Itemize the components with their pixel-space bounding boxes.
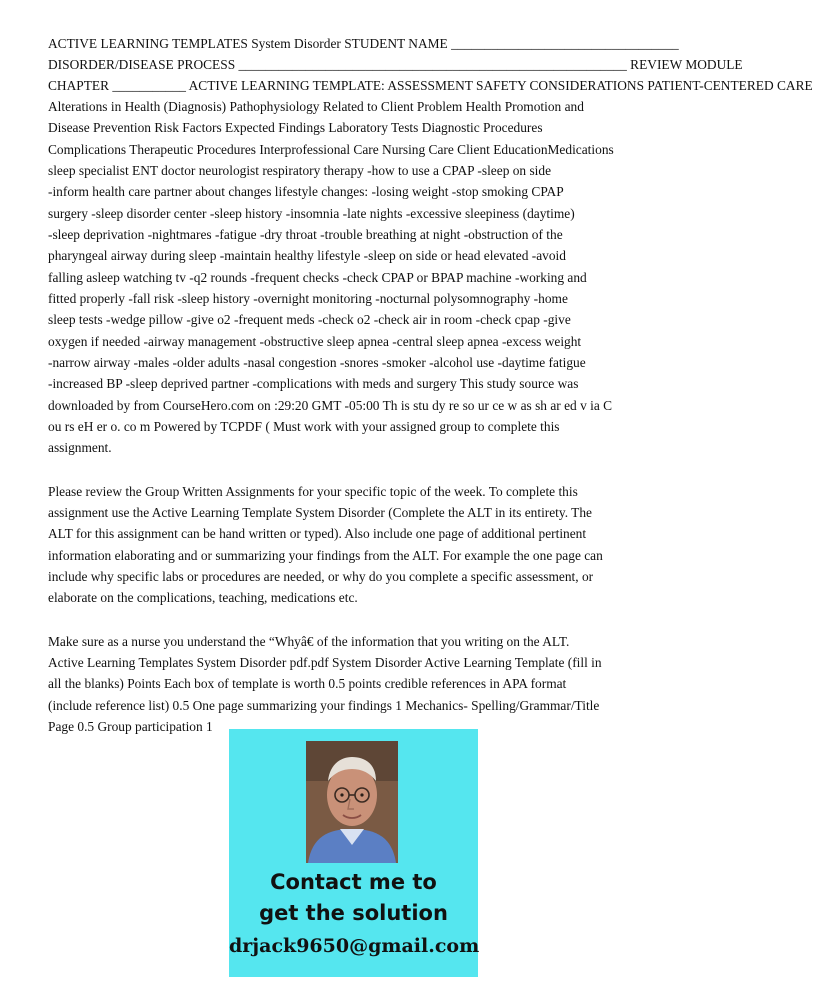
contact-subheadline: get the solution (259, 901, 448, 925)
text-line: elaborate on the complications, teaching, medications etc. (48, 590, 358, 605)
text-line: -narrow airway -males -older adults -nasal congestion -snores -smoker -alcohol use -daytime fatigue (48, 355, 586, 370)
text-line: -inform health care partner about changes lifestyle changes: -losing weight -stop smoking CPAP (48, 184, 564, 199)
text-line: surgery -sleep disorder center -sleep history -insomnia -late nights -excessive sleepiness (daytime) (48, 206, 575, 221)
contact-headline: Contact me to (270, 870, 437, 894)
contact-advertisement (229, 729, 478, 977)
text-line: ALT for this assignment can be hand written or typed). Also include one page of additional pertinent (48, 526, 587, 541)
text-line: -sleep deprivation -nightmares -fatigue -dry throat -trouble breathing at night -obstruction of the (48, 227, 563, 242)
text-line: include why specific labs or procedures are needed, or why do you complete a specific assessment, or (48, 569, 594, 584)
text-line: downloaded by from CourseHero.com on :29:20 GMT -05:00 Th is stu dy re so ur ce w as sh ar ed v ia C (48, 398, 613, 413)
portrait-photo (306, 741, 398, 863)
text-line: Make sure as a nurse you understand the “Whyâ€ of the information that you writing on the ALT. (48, 634, 570, 649)
text-line: ou rs eH er o. co m Powered by TCPDF ( Must work with your assigned group to complete this (48, 419, 560, 434)
text-line: Page 0.5 Group participation 1 (48, 719, 213, 734)
text-line-chapter: CHAPTER ___________ ACTIVE LEARNING TEMPLATE: ASSESSMENT SAFETY CONSIDERATIONS PATIENT-CENTERED CARE (48, 78, 813, 93)
text-line: Active Learning Templates System Disorder pdf.pdf System Disorder Active Learning Template (fill in (48, 655, 602, 670)
text-line-title: ACTIVE LEARNING TEMPLATES System Disorder STUDENT NAME __________________________________ (48, 36, 679, 51)
text-line-disorder: DISORDER/DISEASE PROCESS __________________________________________________________ REVIEW MODULE (48, 57, 743, 72)
text-line: Alterations in Health (Diagnosis) Pathophysiology Related to Client Problem Health Promotion and (48, 99, 584, 114)
text-line: Disease Prevention Risk Factors Expected Findings Laboratory Tests Diagnostic Procedures (48, 120, 543, 135)
text-line: assignment use the Active Learning Template System Disorder (Complete the ALT in its entirety. The (48, 505, 593, 520)
text-line: (include reference list) 0.5 One page summarizing your findings 1 Mechanics- Spelling/Grammar/Title (48, 698, 600, 713)
person-portrait-icon (306, 741, 398, 863)
text-line: -increased BP -sleep deprived partner -complications with meds and surgery This study source was (48, 376, 579, 391)
contact-email: drjack9650@gmail.com (229, 935, 480, 957)
text-line: Complications Therapeutic Procedures Interprofessional Care Nursing Care Client EducationMedications (48, 142, 614, 157)
text-line: pharyngeal airway during sleep -maintain healthy lifestyle -sleep on side or head elevated -avoid (48, 248, 566, 263)
text-line: fitted properly -fall risk -sleep history -overnight monitoring -nocturnal polysomnography -home (48, 291, 568, 306)
text-line: all the blanks) Points Each box of template is worth 0.5 points credible references in APA format (48, 676, 567, 691)
text-line: sleep specialist ENT doctor neurologist respiratory therapy -how to use a CPAP -sleep on side (48, 163, 552, 178)
text-line: falling asleep watching tv -q2 rounds -frequent checks -check CPAP or BPAP machine -working and (48, 270, 587, 285)
text-line: oxygen if needed -airway management -obstructive sleep apnea -central sleep apnea -excess weight (48, 334, 582, 349)
text-line: sleep tests -wedge pillow -give o2 -frequent meds -check o2 -check air in room -check cpap -give (48, 312, 571, 327)
text-line: Please review the Group Written Assignments for your specific topic of the week. To complete this (48, 484, 578, 499)
text-line: assignment. (48, 440, 112, 455)
text-line: information elaborating and or summarizing your findings from the ALT. For example the one page can (48, 548, 603, 563)
